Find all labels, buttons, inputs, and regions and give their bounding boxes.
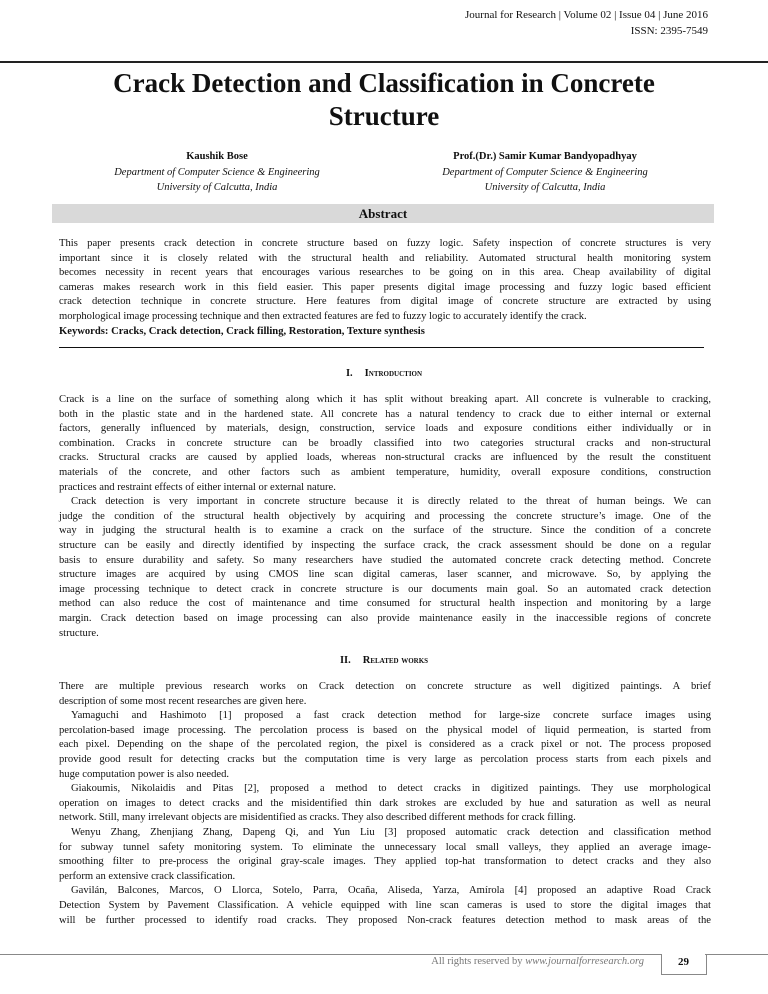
text-line: network. Still, many irrelevant objects are misidentified as cracks. They also described different methods for crack filling. [59, 812, 576, 824]
author-department: Department of Computer Science & Engineering [114, 166, 320, 178]
author-name: Prof.(Dr.) Samir Kumar Bandyopadhyay [453, 151, 637, 162]
text-line: provide good result for detecting cracks but the computation time is very large as percolation process starts from each pixels and [59, 753, 711, 765]
text-line: important since it is closely related with the structural health and reliability. Automated structural health monitoring system [59, 252, 711, 264]
text-line: Crack is a line on the surface of something along which it has split without breaking apart. All concrete is vulnerable to cracking, [59, 394, 711, 405]
text-line: for subway tunnel safety monitoring system. To eliminate the unnecessary local small valleys, they applied an average image- [59, 841, 711, 853]
footer-rule-right [705, 954, 768, 955]
header-rule [0, 61, 768, 63]
section-number: II. [339, 655, 351, 666]
abstract-separator [59, 347, 704, 348]
issn: ISSN: 2395-7549 [630, 25, 708, 37]
paper-title [0, 67, 768, 133]
text-line: cracks. Structural cracks are caused by applied loads, whereas non-structural cracks are influenced by the result the constituent [59, 452, 711, 464]
text-line: Giakoumis, Nikolaidis and Pitas [2], proposed a method to detect cracks in digitized paintings. They use morphological [71, 783, 711, 795]
text-line: will be further processed to identify road cracks. They proposed Non-crack features detection method to mask areas of the [59, 914, 711, 926]
text-line: basis to ensure durability and safety. So many researchers have studied the automated concrete crack detecting method. Concrete [59, 554, 711, 566]
text-line: each pixel. Depending on the shape of the percolated region, the pixel is considered as a crack pixel or not. The process proposed [59, 739, 711, 751]
text-line: cameras makes research work in this field easier. This paper presents digital image processing and fuzzy logic based efficient [59, 281, 711, 293]
author-university: University of Calcutta, India [484, 182, 606, 193]
paragraph [59, 709, 711, 782]
section-heading-introduction [0, 368, 768, 379]
journal-info: Journal for Research | Volume 02 | Issue 04 | June 2016 [465, 9, 708, 21]
text-line: method can also reduce the cost of maintenance and time consumed for structural health inspection and monitoring by a large [59, 598, 711, 610]
text-line: This paper presents crack detection in concrete structure based on fuzzy logic. Safety inspection of concrete structures is very [59, 238, 711, 249]
text-line: factors, generally influenced by materials, design, construction, service loads and exposure conditions either individually or in [59, 423, 711, 435]
paragraph [59, 826, 711, 884]
text-line: crack detection technique in concrete structure. Here features from digital image of concrete structure are extracted by using [59, 296, 711, 308]
text-line: perform an extensive crack classification. [59, 870, 236, 882]
text-line: combination. Cracks in concrete structure can be broadly classified into two categories structural cracks and non-structural [59, 437, 711, 449]
text-line: Gavilán, Balcones, Marcos, O Llorca, Sotelo, Parra, Ocaña, Aliseda, Yarza, Amírola [4] proposed an adaptive Road Crack [71, 885, 711, 897]
abstract-heading: Abstract [52, 204, 714, 223]
text-line: structure can be easily and directly identified by inspecting the surface crack, the crack assessment should be done on a regular [59, 539, 711, 551]
text-line: structure images are acquired by using CMOS line scan digital cameras, laser scanner, and microwave. So, by applying the [59, 569, 711, 581]
paragraph [59, 680, 711, 709]
paragraph [59, 884, 711, 928]
text-line: morphological image processing technique and then extracted features are fed to fuzzy logic to accurately identify the crack. [59, 310, 587, 322]
abstract-body [59, 237, 711, 339]
author-department: Department of Computer Science & Engineering [442, 166, 648, 178]
text-line: description of some most recent researches are given here. [59, 695, 307, 707]
section-number: I. [345, 368, 353, 379]
author-2 [380, 149, 710, 196]
paragraph [59, 393, 711, 495]
section-title: Related works [362, 655, 429, 666]
page-number: 29 [678, 956, 689, 968]
text-line: becomes necessity in recent years that encourages various researches to be going on in this area. Cheap availability of digital [59, 267, 711, 279]
related-works-body [59, 680, 711, 928]
text-line: judge the condition of the structural health objectively by acquiring and processing the concrete structure’s image. One of the [59, 510, 711, 522]
author-university: University of Calcutta, India [156, 182, 278, 193]
text-line: margin. Crack detection based on image processing can also provide maintenance easily in the inaccessible regions of concrete [59, 612, 711, 624]
text-line: way in judging the structural health is to examine a crack on the surface of the structure. Since the condition of a concrete [59, 525, 711, 537]
author-1 [52, 149, 382, 196]
title-line-1: Crack Detection and Classification in Concrete [113, 68, 655, 98]
text-line: both in the plastic state and in the hardened state. All concrete has a natural tendency to crack due to either internal or external [59, 408, 711, 420]
text-line: smoothing filter to pre-process the original gray-scale images. They applied top-hat transformation to detect cracks and they also [59, 856, 711, 868]
footer-rule [0, 954, 661, 955]
introduction-body [59, 393, 711, 641]
text-line: image processing technique to detect crack in concrete structure is our documents main goal. So an automated crack detection [59, 583, 711, 595]
text-line: There are multiple previous research works on Crack detection on concrete structure as well digitized paintings. A brief [59, 681, 711, 692]
keywords: Keywords: Cracks, Crack detection, Crack filling, Restoration, Texture synthesis [59, 325, 425, 337]
paragraph [59, 237, 711, 325]
text-line: operation on images to detect cracks and the misidentified thin dark strokes are excluded by hue and saturation as well as neural [59, 797, 711, 809]
text-line: structure. [59, 627, 99, 639]
text-line: practices and restraint effects of either internal or external nature. [59, 481, 336, 493]
text-line: Yamaguchi and Hashimoto [1] proposed a fast crack detection method for large-size concrete surface images using [71, 710, 711, 722]
rights-text: All rights reserved by [431, 956, 526, 967]
text-line: huge computation power is also needed. [59, 768, 230, 780]
section-title: Introduction [364, 368, 423, 379]
paragraph [59, 495, 711, 641]
text-line: percolation-based image processing. The percolation process is based on the physical model of liquid permeation, is started from [59, 724, 711, 736]
footer-rights [431, 956, 644, 967]
text-line: Crack detection is very important in concrete structure because it is directly related to the threat of human beings. We can [71, 496, 711, 508]
paragraph [59, 782, 711, 826]
website-link[interactable]: www.journalforresearch.org [525, 956, 644, 967]
text-line: Wenyu Zhang, Zhenjiang Zhang, Dapeng Qi, and Yun Liu [3] proposed automatic crack detection and classification method [71, 826, 711, 838]
text-line: materials of the concrete, and other factors such as ambient temperature, humidity, overall exposure conditions, construction [59, 466, 711, 478]
author-name: Kaushik Bose [186, 151, 248, 162]
text-line: Detection System by Pavement Classification. A vehicle equipped with line scan cameras is used to store the digital images that [59, 899, 711, 911]
section-heading-related-works [0, 655, 768, 666]
title-line-2: Structure [328, 101, 440, 131]
